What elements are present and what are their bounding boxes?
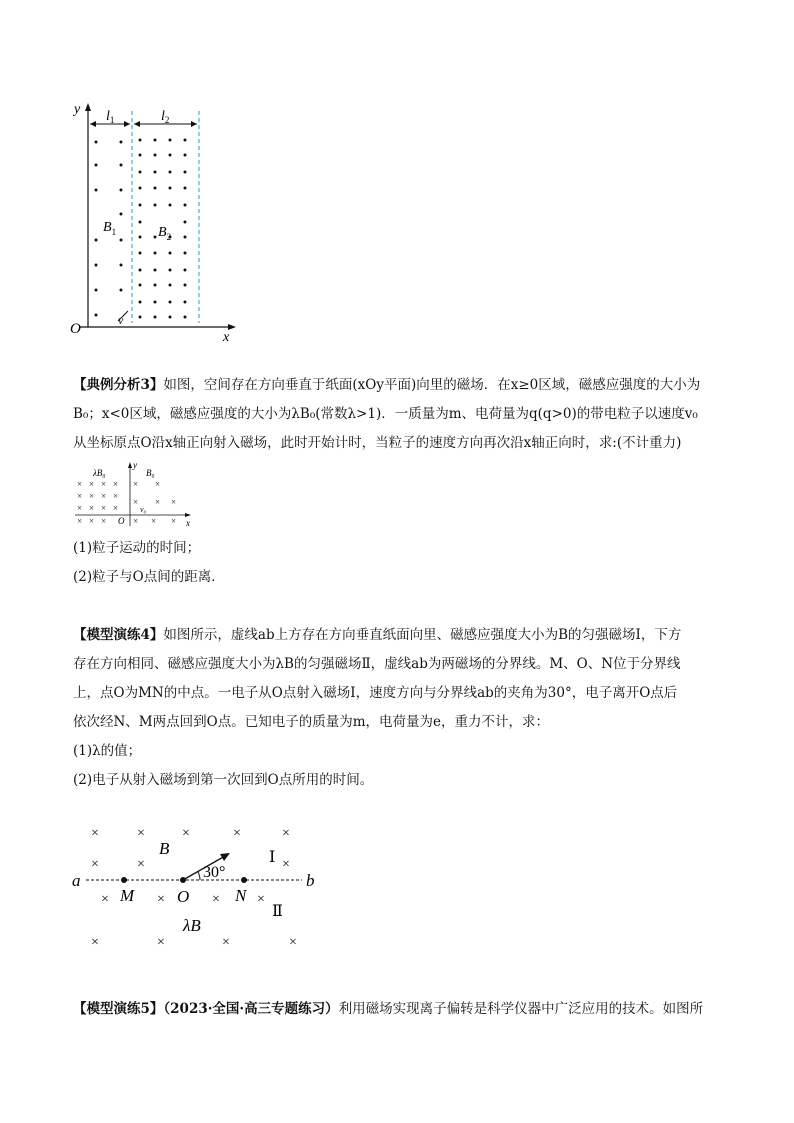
svg-text:×: × bbox=[113, 479, 119, 489]
exercise-5-tag: 【模型演练5】 bbox=[73, 1001, 164, 1017]
svg-text:×: × bbox=[155, 479, 161, 489]
exercise-4-tag: 【模型演练4】 bbox=[73, 627, 164, 643]
svg-text:×: × bbox=[77, 516, 83, 526]
svg-text:×: × bbox=[77, 503, 83, 513]
exercise-4-q1: (1)λ的值； bbox=[73, 743, 142, 759]
label-b: b bbox=[306, 871, 315, 890]
fig2-y-label: y bbox=[133, 460, 137, 470]
exercise-4-q2: (2)电子从射入磁场到第一次回到O点所用的时间。 bbox=[73, 772, 374, 788]
svg-text:×: × bbox=[89, 503, 95, 513]
svg-text:×: × bbox=[91, 935, 99, 950]
svg-text:×: × bbox=[289, 935, 297, 950]
l2-label: $l_2$ bbox=[161, 109, 170, 125]
svg-text:×: × bbox=[133, 497, 139, 507]
svg-text:×: × bbox=[233, 826, 241, 841]
svg-text:×: × bbox=[133, 479, 139, 489]
svg-text:×: × bbox=[77, 491, 83, 501]
example-3-questions bbox=[73, 534, 723, 592]
exercise-4-line1: 如图所示，虚线ab上方存在方向垂直纸面向里、磁感应强度大小为B的匀强磁场Ⅰ，下方 bbox=[163, 627, 682, 643]
point-N bbox=[241, 877, 247, 883]
svg-text:×: × bbox=[89, 516, 95, 526]
label-N: N bbox=[235, 886, 247, 905]
fig2-v0: v₀ bbox=[140, 505, 147, 514]
example-3-tag: 【典例分析3】 bbox=[73, 377, 164, 393]
example-3-line3: 从坐标原点O沿x轴正向射入磁场，此时开始计时，当粒子的速度方向再次沿x轴正向时，求:(不计重力) bbox=[73, 435, 682, 451]
svg-text:×: × bbox=[151, 516, 157, 526]
exercise-5 bbox=[73, 995, 723, 1024]
svg-text:×: × bbox=[89, 479, 95, 489]
svg-text:×: × bbox=[101, 892, 109, 907]
example-3-line2: B₀；x<0区域，磁感应强度的大小为λB₀(常数λ>1)．一质量为m、电荷量为q(q>0)的带电粒子以速度v₀ bbox=[73, 406, 698, 422]
example-3 bbox=[73, 371, 723, 458]
label-region-1: Ⅰ bbox=[269, 849, 276, 866]
fig2-origin-label: O bbox=[118, 516, 125, 526]
svg-text:×: × bbox=[101, 491, 107, 501]
b1-label: $B_1$ bbox=[103, 220, 117, 237]
origin-label: O bbox=[70, 321, 81, 337]
y-axis-arrow bbox=[85, 103, 91, 111]
angle-arc bbox=[198, 872, 200, 880]
y-axis-label: y bbox=[74, 102, 81, 117]
fig2-crosses bbox=[77, 479, 176, 526]
svg-text:×: × bbox=[101, 479, 107, 489]
x-axis-label: x bbox=[223, 330, 230, 345]
v-label: v bbox=[118, 313, 124, 327]
svg-text:×: × bbox=[157, 892, 165, 907]
svg-text:×: × bbox=[137, 857, 145, 872]
svg-text:×: × bbox=[91, 857, 99, 872]
exercise-4 bbox=[73, 621, 723, 795]
svg-text:×: × bbox=[133, 516, 139, 526]
fig2-x-label: x bbox=[186, 518, 190, 528]
svg-text:×: × bbox=[257, 892, 265, 907]
exercise-4-line3: 上，点O为MN的中点。一电子从O点射入磁场Ⅰ，速度方向与分界线ab的夹角为30°，电子离开O点后 bbox=[73, 685, 678, 701]
svg-text:×: × bbox=[282, 826, 290, 841]
label-region-2: Ⅱ bbox=[272, 903, 283, 920]
figure-electron-boundary bbox=[70, 818, 330, 953]
svg-text:×: × bbox=[91, 826, 99, 841]
svg-text:×: × bbox=[157, 935, 165, 950]
exercise-5-text: 利用磁场实现离子偏转是科学仪器中广泛应用的技术。如图所 bbox=[338, 1001, 704, 1017]
figure-two-field-regions bbox=[60, 95, 250, 345]
example-3-q1: (1)粒子运动的时间； bbox=[73, 540, 201, 556]
point-M bbox=[121, 877, 127, 883]
svg-text:×: × bbox=[171, 497, 177, 507]
b2-label: $B_2$ bbox=[158, 225, 172, 242]
example-3-q2: (2)粒子与O点间的距离． bbox=[73, 569, 225, 585]
svg-text:×: × bbox=[182, 826, 190, 841]
svg-text:×: × bbox=[212, 892, 220, 907]
label-M: M bbox=[120, 886, 135, 905]
fig2-b0: B₀ bbox=[146, 468, 155, 478]
exercise-5-source: （2023·全国·高三专题练习） bbox=[163, 1001, 339, 1017]
svg-text:×: × bbox=[113, 503, 119, 513]
exercise-4-line2: 存在方向相同、磁感应强度大小为λB的匀强磁场Ⅱ，虚线ab为两磁场的分界线。M、O、N位于分界线 bbox=[73, 656, 681, 672]
exercise-4-line4: 依次经N、M两点回到O点。已知电子的质量为m，电荷量为e，重力不计，求： bbox=[73, 714, 549, 730]
svg-text:×: × bbox=[171, 516, 177, 526]
label-a: a bbox=[72, 871, 81, 890]
fig2-lambda-b0: λB₀ bbox=[93, 468, 106, 478]
svg-text:×: × bbox=[222, 935, 230, 950]
figure-particle-fields bbox=[73, 460, 198, 530]
label-lambda-B: λB bbox=[183, 916, 201, 935]
svg-text:×: × bbox=[101, 516, 107, 526]
svg-text:×: × bbox=[282, 857, 290, 872]
label-angle: 30° bbox=[203, 864, 226, 881]
l1-label: $l_1$ bbox=[106, 109, 115, 125]
svg-text:×: × bbox=[137, 826, 145, 841]
label-B: B bbox=[159, 839, 170, 858]
label-O: O bbox=[177, 887, 190, 906]
svg-text:×: × bbox=[113, 491, 119, 501]
svg-text:×: × bbox=[101, 503, 107, 513]
svg-text:×: × bbox=[155, 497, 161, 507]
svg-text:×: × bbox=[89, 491, 95, 501]
example-3-line1: 如图，空间存在方向垂直于纸面(xOy平面)向里的磁场．在x≥0区域，磁感应强度的大小为 bbox=[163, 377, 701, 393]
svg-text:×: × bbox=[77, 479, 83, 489]
